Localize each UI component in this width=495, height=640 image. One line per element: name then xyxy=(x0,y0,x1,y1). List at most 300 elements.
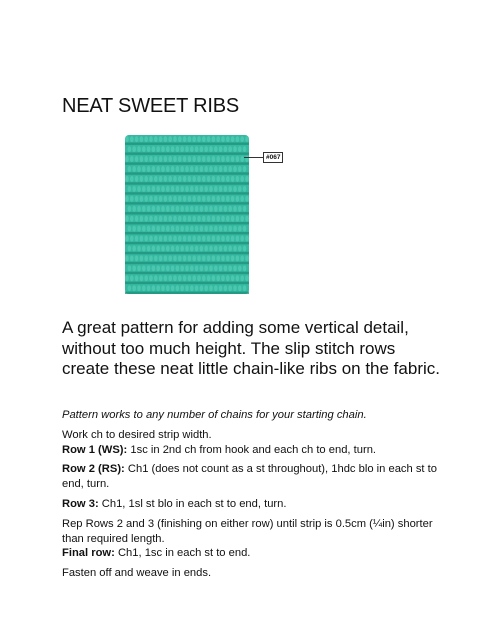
swatch-stitch xyxy=(224,186,228,192)
swatch-stitch xyxy=(173,156,177,162)
swatch-stitch xyxy=(245,176,249,182)
swatch-stitch xyxy=(149,136,153,142)
swatch-stitch xyxy=(226,176,230,182)
swatch-stitch xyxy=(176,166,180,172)
swatch-stitch xyxy=(137,226,141,232)
swatch-stitch xyxy=(236,216,240,222)
swatch-stitch xyxy=(202,236,206,242)
swatch-stitch xyxy=(226,156,230,162)
swatch-stitch xyxy=(156,285,160,291)
swatch-stitch xyxy=(221,255,225,261)
swatch-stitch xyxy=(168,216,172,222)
swatch-stitch xyxy=(245,136,249,142)
swatch-stitch xyxy=(173,236,177,242)
swatch-stitch xyxy=(238,226,242,232)
swatch-stitch xyxy=(236,156,240,162)
swatch-stitch xyxy=(137,206,141,212)
swatch-stitch xyxy=(231,255,235,261)
swatch-stitch xyxy=(125,236,129,242)
swatch-stitch xyxy=(207,255,211,261)
swatch-stitch xyxy=(168,136,172,142)
swatch-stitch xyxy=(164,236,168,242)
swatch-stitch xyxy=(243,226,247,232)
swatch-stitch xyxy=(185,245,189,251)
swatch-stitch xyxy=(190,226,194,232)
swatch-stitch xyxy=(161,206,165,212)
swatch-stitch xyxy=(188,216,192,222)
swatch-stitch xyxy=(128,146,132,152)
swatch-stitch xyxy=(188,255,192,261)
swatch-rib-shadow xyxy=(125,152,249,154)
swatch-stitch xyxy=(236,255,240,261)
swatch-rib-shadow xyxy=(125,172,249,174)
swatch-stitch xyxy=(233,166,237,172)
swatch-stitch xyxy=(149,255,153,261)
swatch-stitch xyxy=(200,146,204,152)
swatch-stitch xyxy=(190,245,194,251)
row2-label: Row 2 (RS): xyxy=(62,463,125,476)
swatch-rib-shadow xyxy=(125,292,249,294)
swatch-stitch xyxy=(144,275,148,281)
swatch-stitch xyxy=(152,265,156,271)
swatch-stitch xyxy=(192,236,196,242)
swatch-stitch xyxy=(142,245,146,251)
swatch-stitch xyxy=(173,275,177,281)
swatch-stitch xyxy=(240,236,244,242)
swatch-stitch xyxy=(159,196,163,202)
swatch-stitch xyxy=(200,285,204,291)
swatch-stitch xyxy=(130,255,134,261)
swatch-stitch xyxy=(190,285,194,291)
swatch-stitch xyxy=(212,136,216,142)
swatch-rib-shadow xyxy=(125,262,249,264)
swatch-stitch xyxy=(164,176,168,182)
swatch-stitch xyxy=(176,285,180,291)
swatch-stitch xyxy=(245,236,249,242)
swatch-stitch xyxy=(202,275,206,281)
swatch-stitch xyxy=(190,146,194,152)
swatch-stitch xyxy=(216,196,220,202)
swatch-stitch xyxy=(144,176,148,182)
swatch-stitch xyxy=(209,285,213,291)
swatch-stitch xyxy=(135,255,139,261)
swatch-stitch xyxy=(173,136,177,142)
swatch-stitch xyxy=(219,245,223,251)
swatch-stitch xyxy=(243,146,247,152)
swatch-stitch xyxy=(240,255,244,261)
swatch-stitch xyxy=(137,186,141,192)
swatch-rib-shadow xyxy=(125,232,249,234)
swatch-stitch xyxy=(228,285,232,291)
swatch-stitch xyxy=(204,285,208,291)
swatch-stitch xyxy=(221,176,225,182)
swatch-stitch xyxy=(132,245,136,251)
swatch-stitch xyxy=(209,166,213,172)
swatch-stitch xyxy=(236,236,240,242)
swatch-stitch xyxy=(240,196,244,202)
swatch-stitch xyxy=(140,275,144,281)
swatch-stitch xyxy=(233,285,237,291)
swatch-stitch xyxy=(135,216,139,222)
swatch-stitch xyxy=(188,136,192,142)
swatch-stitch xyxy=(125,156,129,162)
swatch-stitch xyxy=(147,166,151,172)
swatch-stitch xyxy=(149,156,153,162)
swatch-stitch xyxy=(147,206,151,212)
swatch-stitch xyxy=(183,275,187,281)
swatch-rib-shadow xyxy=(125,242,249,244)
swatch-stitch xyxy=(183,156,187,162)
swatch-stitch xyxy=(204,226,208,232)
swatch-stitch xyxy=(142,265,146,271)
swatch-stitch xyxy=(125,196,129,202)
swatch-stitch xyxy=(156,186,160,192)
swatch-stitch xyxy=(233,226,237,232)
swatch-stitch xyxy=(147,245,151,251)
swatch-stitch xyxy=(212,176,216,182)
swatch-image xyxy=(123,133,251,296)
swatch-stitch xyxy=(156,245,160,251)
swatch-stitch xyxy=(176,206,180,212)
swatch-stitch xyxy=(216,275,220,281)
swatch-stitch xyxy=(209,206,213,212)
swatch-stitch xyxy=(130,176,134,182)
swatch-stitch xyxy=(156,226,160,232)
swatch-stitch xyxy=(135,176,139,182)
swatch-stitch xyxy=(144,236,148,242)
swatch-stitch xyxy=(214,146,218,152)
swatch-stitch xyxy=(216,136,220,142)
swatch-stitch xyxy=(147,285,151,291)
swatch-stitch xyxy=(228,146,232,152)
swatch-stitch xyxy=(166,166,170,172)
swatch-stitch xyxy=(132,166,136,172)
swatch-stitch xyxy=(156,166,160,172)
swatch-stitch xyxy=(132,146,136,152)
instruction-row2 xyxy=(62,462,442,492)
swatch-stitch xyxy=(214,166,218,172)
swatch-stitch xyxy=(173,216,177,222)
swatch-stitch xyxy=(204,166,208,172)
swatch-stitch xyxy=(245,216,249,222)
swatch-stitch xyxy=(159,216,163,222)
swatch-stitch xyxy=(171,245,175,251)
swatch-stitch xyxy=(135,275,139,281)
swatch-stitch xyxy=(140,216,144,222)
swatch-stitch xyxy=(132,265,136,271)
swatch-stitch xyxy=(214,206,218,212)
swatch-stitch xyxy=(161,146,165,152)
swatch-stitch xyxy=(190,186,194,192)
swatch-stitch xyxy=(137,265,141,271)
swatch-stitch xyxy=(219,226,223,232)
swatch-rib-shadow xyxy=(125,162,249,164)
swatch-stitch xyxy=(128,245,132,251)
swatch-stitch xyxy=(224,245,228,251)
swatch-stitch xyxy=(209,146,213,152)
swatch-stitch xyxy=(125,275,129,281)
swatch-stitch xyxy=(125,176,129,182)
swatch-stitch xyxy=(195,285,199,291)
swatch-stitch xyxy=(125,216,129,222)
row2-text: Ch1 (does not count as a st throughout), 1hdc blo in each st to end, turn. xyxy=(62,463,437,491)
swatch-stitch xyxy=(178,176,182,182)
swatch-stitch xyxy=(178,136,182,142)
swatch-stitch xyxy=(178,275,182,281)
swatch-stitch xyxy=(183,136,187,142)
swatch-stitch xyxy=(154,156,158,162)
swatch-stitch xyxy=(176,265,180,271)
swatch-stitch xyxy=(176,245,180,251)
swatch-stitch xyxy=(156,146,160,152)
swatch-rib-shadow xyxy=(125,202,249,204)
swatch-stitch xyxy=(168,156,172,162)
swatch-stitch xyxy=(231,176,235,182)
swatch-stitch xyxy=(209,186,213,192)
swatch-stitch xyxy=(224,206,228,212)
swatch-rib-shadow xyxy=(125,222,249,224)
swatch-stitch xyxy=(140,255,144,261)
final-text: Ch1, 1sc in each st to end. xyxy=(114,547,251,560)
swatch-stitch xyxy=(125,255,129,261)
swatch-stitch xyxy=(238,206,242,212)
swatch-stitch xyxy=(216,156,220,162)
swatch-stitch xyxy=(202,255,206,261)
swatch-stitch xyxy=(228,265,232,271)
swatch-stitch xyxy=(212,275,216,281)
swatch-stitch xyxy=(135,156,139,162)
swatch-stitch xyxy=(221,136,225,142)
swatch-stitch xyxy=(152,206,156,212)
swatch-stitch xyxy=(207,156,211,162)
swatch-stitch xyxy=(137,245,141,251)
swatch-stitch xyxy=(130,236,134,242)
swatch-stitch xyxy=(238,285,242,291)
swatch-stitch xyxy=(185,226,189,232)
swatch-stitch xyxy=(195,186,199,192)
swatch-stitch xyxy=(197,196,201,202)
swatch-tag-leader xyxy=(244,157,263,158)
swatch-stitch xyxy=(219,285,223,291)
swatch-stitch xyxy=(178,255,182,261)
swatch-stitch xyxy=(135,136,139,142)
swatch-rib-shadow xyxy=(125,143,249,145)
swatch-stitch xyxy=(147,265,151,271)
swatch-stitch xyxy=(128,285,132,291)
swatch-stitch xyxy=(180,245,184,251)
swatch-rib-shadow xyxy=(125,272,249,274)
page-title: NEAT SWEET RIBS xyxy=(62,95,240,117)
swatch-stitch xyxy=(221,216,225,222)
swatch-stitch xyxy=(164,255,168,261)
swatch-stitch xyxy=(149,216,153,222)
swatch-stitch xyxy=(224,226,228,232)
swatch-stitch xyxy=(228,245,232,251)
swatch-stitch xyxy=(137,166,141,172)
swatch-stitch xyxy=(166,186,170,192)
swatch-stitch xyxy=(192,275,196,281)
swatch-stitch xyxy=(142,226,146,232)
swatch-stitch xyxy=(214,265,218,271)
swatch-stitch xyxy=(140,136,144,142)
swatch-stitch xyxy=(214,186,218,192)
swatch-stitch xyxy=(166,265,170,271)
swatch-stitch xyxy=(202,216,206,222)
swatch-stitch xyxy=(144,255,148,261)
swatch-stitch xyxy=(219,206,223,212)
swatch-stitch xyxy=(190,206,194,212)
swatch-stitch xyxy=(140,156,144,162)
swatch-stitch xyxy=(197,275,201,281)
swatch-stitch xyxy=(216,216,220,222)
swatch-stitch xyxy=(190,265,194,271)
swatch-stitch xyxy=(161,226,165,232)
swatch-stitch xyxy=(200,245,204,251)
swatch-stitch xyxy=(178,236,182,242)
swatch-stitch xyxy=(219,166,223,172)
swatch-stitch xyxy=(226,255,230,261)
swatch-stitch xyxy=(125,136,129,142)
swatch-stitch xyxy=(130,156,134,162)
swatch-stitch xyxy=(166,206,170,212)
swatch-stitch xyxy=(197,136,201,142)
swatch-stitch xyxy=(128,206,132,212)
pattern-instructions xyxy=(62,408,442,581)
swatch-stitch xyxy=(188,275,192,281)
swatch-stitch xyxy=(152,285,156,291)
swatch-stitch xyxy=(200,226,204,232)
swatch-stitch xyxy=(226,275,230,281)
swatch-stitch xyxy=(147,186,151,192)
swatch-stitch xyxy=(195,245,199,251)
swatch-stitch xyxy=(245,255,249,261)
swatch-stitch xyxy=(212,255,216,261)
swatch-stitch xyxy=(180,265,184,271)
swatch-stitch xyxy=(171,265,175,271)
swatch-stitch xyxy=(245,275,249,281)
swatch-stitch xyxy=(164,216,168,222)
swatch-stitch xyxy=(130,196,134,202)
swatch-stitch xyxy=(233,206,237,212)
swatch-stitch xyxy=(144,216,148,222)
swatch-stitch xyxy=(176,226,180,232)
swatch-stitch xyxy=(171,146,175,152)
swatch-stitch xyxy=(152,245,156,251)
swatch-stitch xyxy=(197,176,201,182)
row1-label: Row 1 (WS): xyxy=(62,443,128,456)
swatch-stitch xyxy=(161,186,165,192)
swatch-stitch xyxy=(147,226,151,232)
swatch-stitch xyxy=(137,285,141,291)
swatch-stitch xyxy=(183,196,187,202)
swatch-stitch xyxy=(231,136,235,142)
swatch-stitch xyxy=(149,236,153,242)
swatch-stitch xyxy=(154,136,158,142)
swatch-stitch xyxy=(132,186,136,192)
swatch-stitch xyxy=(144,136,148,142)
swatch-stitch xyxy=(154,275,158,281)
swatch-stitch xyxy=(212,236,216,242)
row3-label: Row 3: xyxy=(62,497,99,510)
swatch-stitch xyxy=(140,236,144,242)
swatch-stitch xyxy=(233,186,237,192)
swatch-stitch xyxy=(166,285,170,291)
row1-text: 1sc in 2nd ch from hook and each ch to end, turn. xyxy=(127,443,377,456)
swatch-stitch xyxy=(171,186,175,192)
swatch-stitch xyxy=(185,206,189,212)
swatch-stitch xyxy=(216,255,220,261)
swatch-stitch xyxy=(161,285,165,291)
swatch-stitch xyxy=(159,136,163,142)
swatch-stitch xyxy=(185,166,189,172)
swatch-rib-shadow xyxy=(125,182,249,184)
swatch-stitch xyxy=(154,255,158,261)
swatch-stitch xyxy=(130,275,134,281)
swatch-stitch xyxy=(178,196,182,202)
swatch-stitch xyxy=(137,146,141,152)
swatch-stitch xyxy=(202,176,206,182)
swatch-stitch xyxy=(221,156,225,162)
swatch-stitch xyxy=(132,226,136,232)
swatch-stitch xyxy=(243,265,247,271)
swatch-stitch xyxy=(166,226,170,232)
swatch-stitch xyxy=(164,275,168,281)
pattern-note: Pattern works to any number of chains for your starting chain. xyxy=(62,409,367,421)
swatch-stitch xyxy=(197,255,201,261)
swatch-stitch xyxy=(161,166,165,172)
swatch-stitch xyxy=(183,236,187,242)
swatch-stitch xyxy=(228,226,232,232)
swatch-rib-shadow xyxy=(125,212,249,214)
swatch-stitch xyxy=(202,156,206,162)
swatch-stitch xyxy=(231,156,235,162)
swatch-stitch xyxy=(214,226,218,232)
swatch-stitch xyxy=(159,156,163,162)
swatch-stitch xyxy=(180,226,184,232)
swatch-stitch xyxy=(168,196,172,202)
swatch-stitch xyxy=(149,176,153,182)
swatch-stitch xyxy=(147,146,151,152)
swatch-stitch xyxy=(130,216,134,222)
swatch-stitch xyxy=(243,166,247,172)
swatch-stitch xyxy=(152,146,156,152)
swatch-stitch xyxy=(233,265,237,271)
swatch-stitch xyxy=(228,166,232,172)
swatch-stitch xyxy=(192,176,196,182)
swatch-stitch xyxy=(231,196,235,202)
swatch-stitch xyxy=(166,146,170,152)
intro-paragraph: A great pattern for adding some vertical detail, without too much height. The slip stitch rows create these neat little chain-like ribs on the fabric. xyxy=(62,318,440,378)
swatch-stitch xyxy=(192,216,196,222)
swatch-rib-shadow xyxy=(125,192,249,194)
swatch-stitch xyxy=(219,186,223,192)
swatch-stitch xyxy=(224,265,228,271)
swatch-stitch xyxy=(236,136,240,142)
swatch-stitch xyxy=(226,196,230,202)
swatch-stitch xyxy=(240,216,244,222)
instruction-row3 xyxy=(62,497,442,512)
swatch-stitch xyxy=(200,206,204,212)
swatch-stitch xyxy=(209,226,213,232)
swatch-stitch xyxy=(135,236,139,242)
swatch-stitch xyxy=(173,176,177,182)
swatch-stitch xyxy=(231,216,235,222)
swatch-stitch xyxy=(159,236,163,242)
swatch-stitch xyxy=(212,216,216,222)
swatch-stitch xyxy=(161,265,165,271)
swatch-stitch xyxy=(207,275,211,281)
swatch-stitch xyxy=(226,136,230,142)
